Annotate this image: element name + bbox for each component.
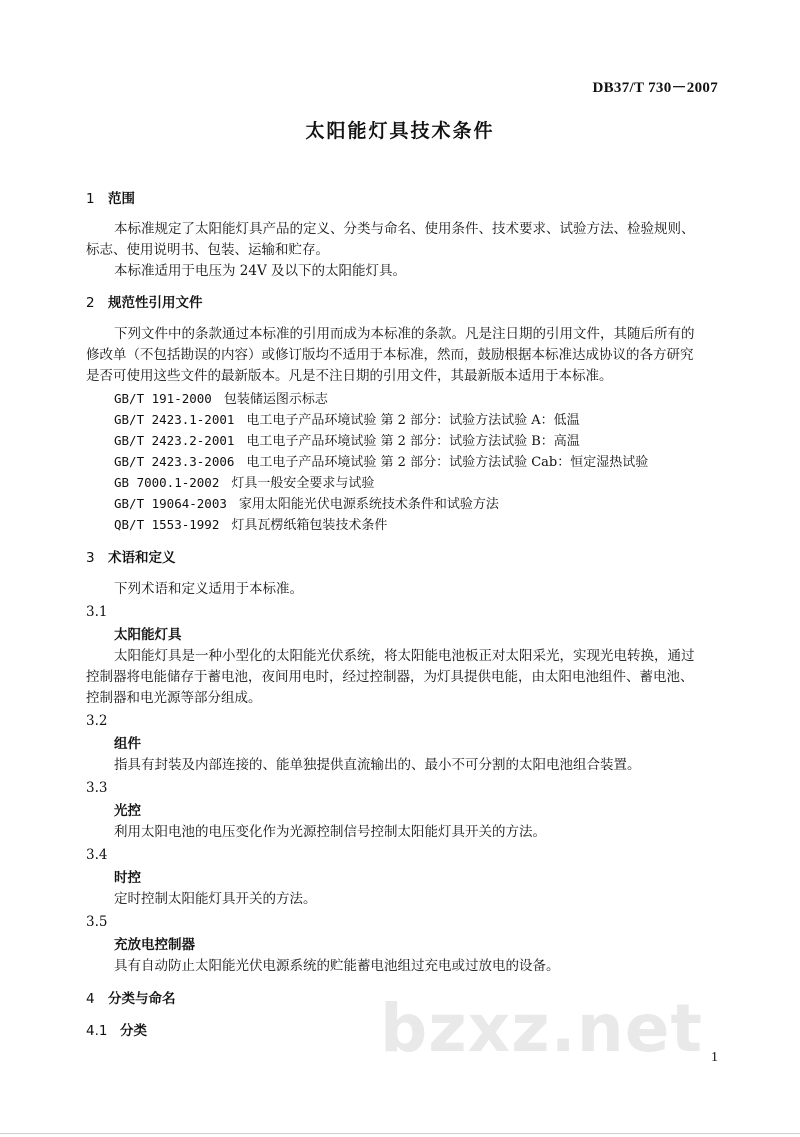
subsection-4-1-heading <box>86 1021 147 1041</box>
section-1-title: 范围 <box>108 191 135 207</box>
reference-code: GB/T 19064-2003 <box>114 496 227 511</box>
reference-item <box>114 473 374 494</box>
reference-title: 电工电子产品环境试验 第 2 部分：试验方法试验 Cab：恒定湿热试验 <box>246 455 649 470</box>
reference-item <box>114 515 387 536</box>
section-4-heading <box>86 989 176 1009</box>
clause-number: 3.4 <box>86 847 108 863</box>
reference-item <box>114 410 580 431</box>
section-2-paragraph-line: 修改单（不包括勘误的内容）或修订版均不适用于本标准，然而，鼓励根据本标准达成协议的各方研究 <box>86 347 694 363</box>
reference-code: GB/T 191-2000 <box>114 391 212 406</box>
subsection-4-1-number: 4.1 <box>86 1023 108 1039</box>
reference-code: GB/T 2423.1-2001 <box>114 412 235 427</box>
section-3-number: 3 <box>86 550 95 566</box>
term-heading: 时控 <box>114 870 141 886</box>
page-number: 1 <box>711 1050 718 1065</box>
term-heading: 充放电控制器 <box>114 937 195 953</box>
section-1-paragraph: 本标准适用于电压为 24V 及以下的太阳能灯具。 <box>114 263 407 279</box>
section-4-title: 分类与命名 <box>108 991 176 1007</box>
section-3-heading <box>86 548 176 568</box>
term-definition-line: 控制器和电光源等部分组成。 <box>86 690 262 706</box>
clause-number: 3.2 <box>86 713 108 729</box>
section-2-paragraph-line: 是否可使用这些文件的最新版本。凡是不注日期的引用文件，其最新版本适用于本标准。 <box>86 368 613 384</box>
term-definition-line: 指具有封装及内部连接的、能单独提供直流输出的、最小不可分割的太阳电池组合装置。 <box>114 757 641 773</box>
reference-code: GB/T 2423.2-2001 <box>114 433 235 448</box>
term-definition-line: 定时控制太阳能灯具开关的方法。 <box>114 891 317 907</box>
watermark: bzxz.net <box>380 990 704 1067</box>
reference-title: 包装储运图示标志 <box>223 392 328 407</box>
reference-code: QB/T 1553-1992 <box>114 517 220 532</box>
term-heading: 太阳能灯具 <box>114 627 182 643</box>
reference-code: GB/T 2423.3-2006 <box>114 454 235 469</box>
section-1-paragraph-line: 标志、使用说明书、包装、运输和贮存。 <box>86 242 329 258</box>
section-2-number: 2 <box>86 295 95 311</box>
reference-code: GB 7000.1-2002 <box>114 475 220 490</box>
section-1-number: 1 <box>86 191 95 207</box>
term-definition-line: 具有自动防止太阳能光伏电源系统的贮能蓄电池组过充电或过放电的设备。 <box>114 958 560 974</box>
reference-item <box>114 431 580 452</box>
section-2-heading <box>86 293 203 313</box>
reference-item <box>114 389 328 410</box>
reference-title: 电工电子产品环境试验 第 2 部分：试验方法试验 B：高温 <box>246 434 580 449</box>
clause-number: 3.5 <box>86 914 108 930</box>
term-heading: 组件 <box>114 736 141 752</box>
section-3-title: 术语和定义 <box>108 550 176 566</box>
section-2-title: 规范性引用文件 <box>108 295 203 311</box>
subsection-4-1-title: 分类 <box>120 1023 147 1039</box>
term-heading: 光控 <box>114 803 141 819</box>
page-title: 太阳能灯具技术条件 <box>305 120 495 142</box>
clause-number: 3.3 <box>86 780 108 796</box>
term-definition-line: 控制器将电能储存于蓄电池，夜间用电时，经过控制器，为灯具提供电能，由太阳电池组件、蓄电池、 <box>86 669 694 685</box>
section-1-paragraph-line: 本标准规定了太阳能灯具产品的定义、分类与命名、使用条件、技术要求、试验方法、检验规则、 <box>114 221 695 237</box>
reference-title: 灯具一般安全要求与试验 <box>231 476 375 491</box>
term-definition-line: 太阳能灯具是一种小型化的太阳能光伏系统，将太阳能电池板正对太阳采光，实现光电转换，通过 <box>114 648 695 664</box>
standard-code: DB37/T 730－2007 <box>592 80 718 96</box>
section-1-heading <box>86 189 135 209</box>
term-definition-line: 利用太阳电池的电压变化作为光源控制信号控制太阳能灯具开关的方法。 <box>114 824 546 840</box>
reference-title: 灯具瓦楞纸箱包装技术条件 <box>231 518 388 533</box>
reference-title: 家用太阳能光伏电源系统技术条件和试验方法 <box>238 497 499 512</box>
clause-number: 3.1 <box>86 604 108 620</box>
section-2-paragraph-line: 下列文件中的条款通过本标准的引用而成为本标准的条款。凡是注日期的引用文件，其随后所有的 <box>114 326 695 342</box>
reference-item <box>114 494 499 515</box>
reference-title: 电工电子产品环境试验 第 2 部分：试验方法试验 A：低温 <box>246 413 580 428</box>
page-bottom-divider <box>0 1133 800 1134</box>
section-3-intro: 下列术语和定义适用于本标准。 <box>114 581 303 597</box>
reference-item <box>114 452 648 473</box>
section-4-number: 4 <box>86 991 95 1007</box>
